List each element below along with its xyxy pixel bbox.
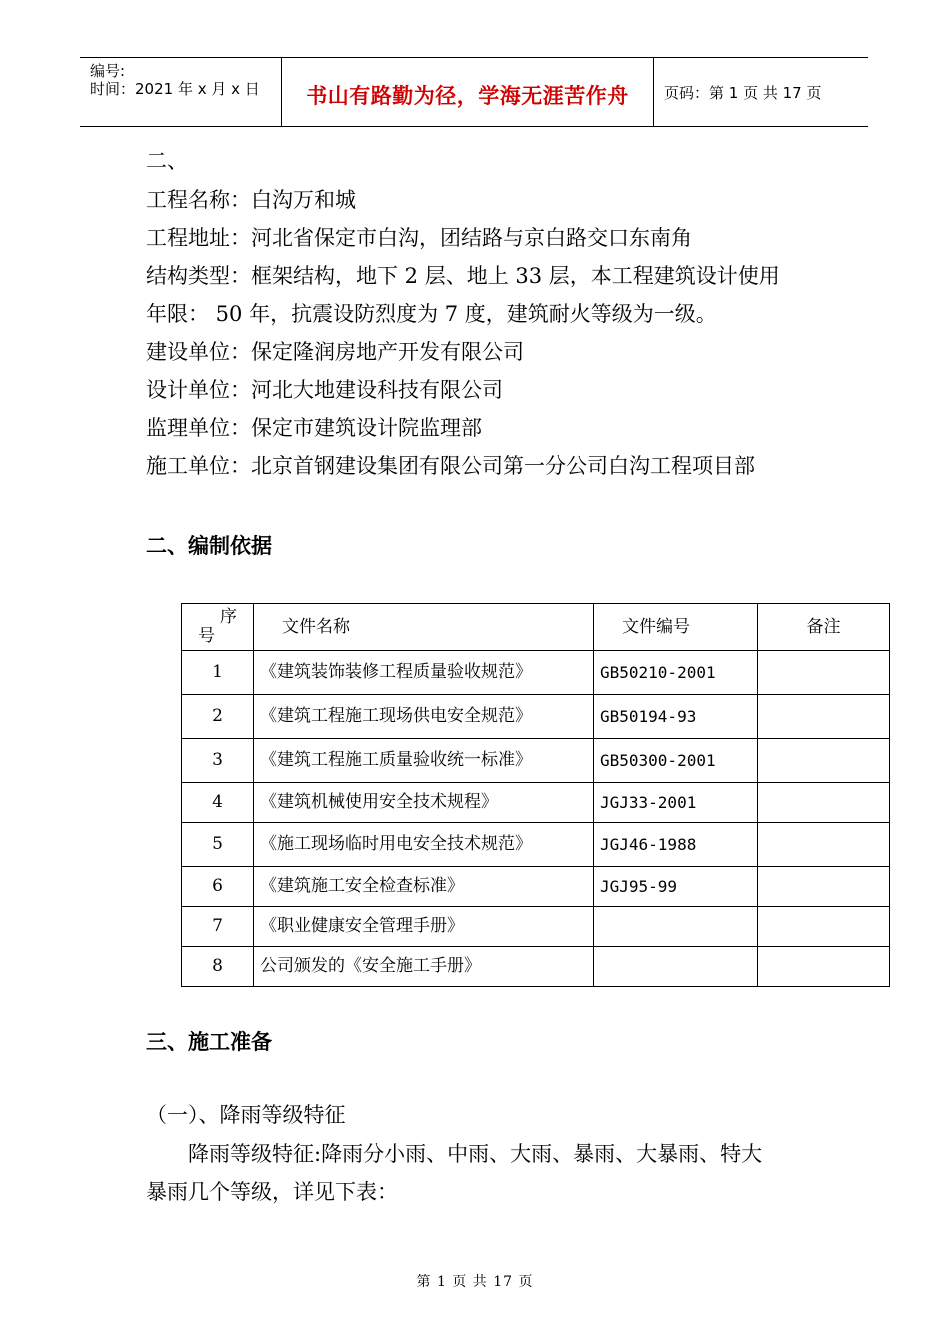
rain-paragraph-line2: 暴雨几个等级，详见下表： <box>146 1180 398 1204</box>
row-no: 2 <box>182 695 254 739</box>
row-code: GB50300-2001 <box>594 739 758 783</box>
row-no: 7 <box>182 907 254 947</box>
section-3-title: 三、施工准备 <box>146 1030 272 1054</box>
header-note: 备注 <box>758 604 890 651</box>
row-name: 《建筑机械使用安全技术规程》 <box>254 783 594 823</box>
table-row <box>182 947 890 987</box>
table-row <box>182 695 890 739</box>
header-motto-cell <box>281 58 654 126</box>
project-structure-line-cont: 年限： 50 年，抗震设防烈度为 7 度，建筑耐火等级为一级。 <box>146 302 717 326</box>
table-row <box>182 651 890 695</box>
row-note <box>758 907 890 947</box>
project-contractor-line: 施工单位：北京首钢建设集团有限公司第一分公司白沟工程项目部 <box>146 454 755 478</box>
row-note <box>758 695 890 739</box>
project-name-line: 工程名称：白沟万和城 <box>146 188 356 212</box>
row-note <box>758 947 890 987</box>
row-name: 《施工现场临时用电安全技术规范》 <box>254 823 594 867</box>
project-owner-line: 建设单位：保定隆润房地产开发有限公司 <box>146 340 524 364</box>
row-code: JGJ95-99 <box>594 867 758 907</box>
header-code: 文件编号 <box>594 604 758 651</box>
row-name: 《建筑工程施工质量验收统一标准》 <box>254 739 594 783</box>
header-motto: 书山有路勤为径，学海无涯苦作舟 <box>306 84 629 108</box>
row-code: GB50210-2001 <box>594 651 758 695</box>
table-row <box>182 867 890 907</box>
header-time-label: 时间：2021 年 x 月 x 日 <box>90 80 260 98</box>
row-name: 公司颁发的《安全施工手册》 <box>254 947 594 987</box>
project-address-line: 工程地址：河北省保定市白沟，团结路与京白路交口东南角 <box>146 226 692 250</box>
header-number-label: 编号: <box>90 62 126 80</box>
row-note <box>758 867 890 907</box>
row-no: 8 <box>182 947 254 987</box>
project-structure-line: 结构类型：框架结构，地下 2 层、地上 33 层，本工程建筑设计使用 <box>146 264 780 288</box>
section-2-title: 二、编制依据 <box>146 534 272 558</box>
table-row <box>182 907 890 947</box>
row-code: GB50194-93 <box>594 695 758 739</box>
row-code <box>594 907 758 947</box>
header-page-info: 页码：第 1 页 共 17 页 <box>664 84 822 102</box>
project-designer-line: 设计单位：河北大地建设科技有限公司 <box>146 378 503 402</box>
table-header-row <box>182 604 890 651</box>
row-note <box>758 651 890 695</box>
row-code <box>594 947 758 987</box>
project-supervisor-line: 监理单位：保定市建筑设计院监理部 <box>146 416 482 440</box>
row-name: 《建筑工程施工现场供电安全规范》 <box>254 695 594 739</box>
row-name: 《建筑施工安全检查标准》 <box>254 867 594 907</box>
row-note <box>758 739 890 783</box>
header-no <box>182 604 254 651</box>
row-note <box>758 783 890 823</box>
row-note <box>758 823 890 867</box>
table-row <box>182 823 890 867</box>
row-no: 3 <box>182 739 254 783</box>
project-heading: 二、 <box>146 149 188 173</box>
header-name: 文件名称 <box>254 604 594 651</box>
reference-documents-table <box>181 603 890 987</box>
row-name: 《建筑装饰装修工程质量验收规范》 <box>254 651 594 695</box>
table-row <box>182 783 890 823</box>
row-code: JGJ46-1988 <box>594 823 758 867</box>
row-no: 4 <box>182 783 254 823</box>
header-no-line1: 序 <box>220 607 237 627</box>
row-name: 《职业健康安全管理手册》 <box>254 907 594 947</box>
rain-paragraph-line1: 降雨等级特征:降雨分小雨、中雨、大雨、暴雨、大暴雨、特大 <box>188 1142 763 1166</box>
header-meta <box>80 58 281 126</box>
table-row <box>182 739 890 783</box>
row-code: JGJ33-2001 <box>594 783 758 823</box>
row-no: 5 <box>182 823 254 867</box>
section-3-subtitle: （一）、降雨等级特征 <box>146 1103 346 1127</box>
row-no: 6 <box>182 867 254 907</box>
header-no-line2: 号 <box>198 626 215 646</box>
row-no: 1 <box>182 651 254 695</box>
page-header <box>80 57 868 127</box>
page-footer: 第 1 页 共 17 页 <box>416 1274 534 1290</box>
